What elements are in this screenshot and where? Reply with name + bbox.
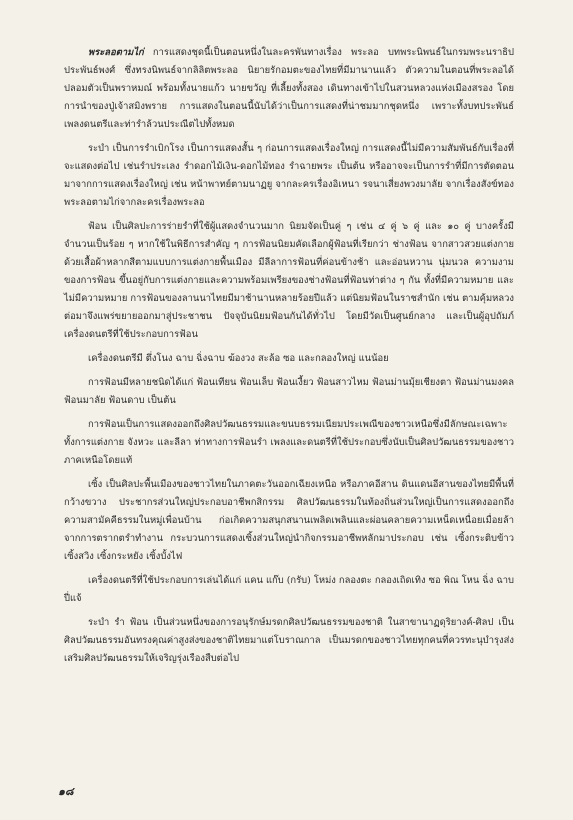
paragraph-text: เซิ้ง เป็นศิลปะพื้นเมืองของชาวไทยในภาคตะวันออกเฉียงเหนือ หรือภาคอีสาน ดินแดนอีสานของไทยมีพื้นที่กว้างขวาง ประชากรส่วนใหญ่ประกอบอาชีพกสิกรรม ศิลปวัฒนธรรมในท้องถิ่นส่วนใหญ่เป็นการแสดงออกถึงความสามัคคีธรรมในหมู่เพื่อนบ้าน ก่อเกิดความสนุกสนานเพลิดเพลินและผ่อนคลายความเหน็ดเหนื่อยเมื่อยล้าจากการตรากตรำทำงาน กระบวนการแสดงเซิ้งส่วนใหญ่นำกิจกรรมอาชีพหลักมาประกอบ เช่น เซิ้งกระติบข้าว เซิ้งสวิง เซิ้งกระหยัง เซิ้งบั้งไฟ [64,479,514,562]
paragraph-8 [64,572,514,608]
paragraph-6 [64,416,514,470]
paragraph-text: ระบำ รำ ฟ้อน เป็นส่วนหนึ่งของการอนุรักษ์มรดกศิลปวัฒนธรรมของชาติ ในสาขานาฏดุริยางค์-ศิลป เป็นศิลปวัฒนธรรมอันทรงคุณค่าสูงส่งของชาติไทยมาแต่โบราณกาล เป็นมรดกของชาวไทยทุกคนที่ควรทะนุบำรุงส่งเสริมศิลปวัฒนธรรมให้เจริญรุ่งเรืองสืบต่อไป [64,617,514,664]
paragraph-text: ฟ้อน เป็นศิลปะการร่ายรำที่ใช้ผู้แสดงจำนวนมาก นิยมจัดเป็นคู่ ๆ เช่น ๔ คู่ ๖ คู่ และ ๑๐ คู่ บางครั้งมีจำนวนเป็นร้อย ๆ หากใช้ในพิธีการสำคัญ ๆ การฟ้อนนิยมคัดเลือกผู้ฟ้อนที่เรียกว่า ช่างฟ้อน จากสาวสวยแต่งกายด้วยเสื้อผ้าหลากสีตามแบบการแต่งกายพื้นเมือง มีลีลาการฟ้อนที่ค่อนข้างช้า และอ่อนหวาน นุ่มนวล ความงามของการฟ้อน ขึ้นอยู่กับการแต่งกายและความพร้อมเพรียงของช่างฟ้อนที่ฟ้อนท่าต่าง ๆ กัน ทั้งที่มีความหมาย และไม่มีความหมาย การฟ้อนของลานนาไทยมีมาช้านานหลายร้อยปีแล้ว แต่นิยมฟ้อนในราชสำนัก เช่น ตามคุ้มหลวง ต่อมาจึงแพร่ขยายออกมาสู่ประชาชน ปัจจุบันนิยมฟ้อนกันได้ทั่วไป โดยมีวัดเป็นศูนย์กลาง และเป็นผู้อุปถัมภ์เครื่องดนตรีที่ใช้ประกอบการฟ้อน [64,221,514,340]
paragraph-text: การฟ้อนมีหลายชนิดได้แก่ ฟ้อนเทียน ฟ้อนเล็บ ฟ้อนเงี้ยว ฟ้อนสาวไหม ฟ้อนม่านมุ้ยเชียงตา ฟ้อนม่านมงคล ฟ้อนมาลัย ฟ้อนดาบ เป็นต้น [64,377,514,406]
paragraph-text: เครื่องดนตรีที่ใช้ประกอบการเล่นได้แก่ แคน แก๊บ (กรับ) โหม่ง กลองตะ กลองเถิดเทิง ซอ พิณ โหน ฉิ่ง ฉาบ ปี่แจ้ [64,575,514,604]
paragraph-4 [64,350,514,368]
paragraph-text: การฟ้อนเป็นการแสดงออกถึงศิลปวัฒนธรรมและขนบธรรมเนียมประเพณีของชาวเหนือซึ่งมีลักษณะเฉพาะทั้งการแต่งกาย จังหวะ และลีลา ท่าทางการฟ้อนรำ เพลงและดนตรีที่ใช้ประกอบซึ่งนับเป็นศิลปวัฒนธรรมของชาวภาคเหนือโดยแท้ [64,419,514,466]
paragraph-text: การแสดงชุดนี้เป็นตอนหนึ่งในละครพันทางเรื่อง พระลอ บทพระนิพนธ์ในกรมพระนราธิปประพันธ์พงศ์ ซึ่งทรงนิพนธ์จากลิลิตพระลอ นิยายรักอมตะของไทยที่มีมานานแล้ว ตัวความในตอนที่พระลอได้ปลอมตัวเป็นพราหมณ์ พร้อมทั้งนายแก้ว นายขวัญ ที่เลี้ยงทั้งสอง เดินทางเข้าไปในสวนหลวงแห่งเมืองสรอง โดยการนำของปู่เจ้าสมิงพราย การแสดงในตอนนี้นับได้ว่าเป็นการแสดงที่น่าชมมากชุดหนึ่ง เพราะทั้งบทประพันธ์ เพลงดนตรีและท่ารำล้วนประณีตไปทั้งหมด [64,47,514,130]
paragraph-7 [64,476,514,566]
paragraph-5 [64,374,514,410]
paragraph-text: ระบำ เป็นการรำเบิกโรง เป็นการแสดงสั้น ๆ ก่อนการแสดงเรื่องใหญ่ การแสดงนี้ไม่มีความสัมพันธ์กับเรื่องที่จะแสดงต่อไป เช่นรำประเลง รำดอกไม้เงิน-ดอกไม้ทอง รำฉายพระ เป็นต้น หรืออาจจะเป็นการรำที่มีการตัดตอนมาจากการแสดงเรื่องใหญ่ เช่น หน้าพาทย์ตามนาฏยู จากละครเรื่องอิเหนา รจนาเสี่ยงพวงมาลัย จากเรื่องสังข์ทอง พระลอตามไก่จากละครเรื่องพระลอ [64,143,514,208]
body-text [64,44,514,674]
paragraph-3 [64,218,514,344]
paragraph-text: เครื่องดนตรีมี ตึ่งโนง ฉาบ ฉิ่งฉาบ ฆ้องวง สะล้อ ซอ และกลองใหญ่ แนน้อย [88,353,389,364]
paragraph-2 [64,140,514,212]
paragraph-1 [64,44,514,134]
paragraph-9 [64,614,514,668]
term-phra-lo: พระลอตามไก่ [88,47,144,58]
page-number: ๑๘ [58,785,74,798]
